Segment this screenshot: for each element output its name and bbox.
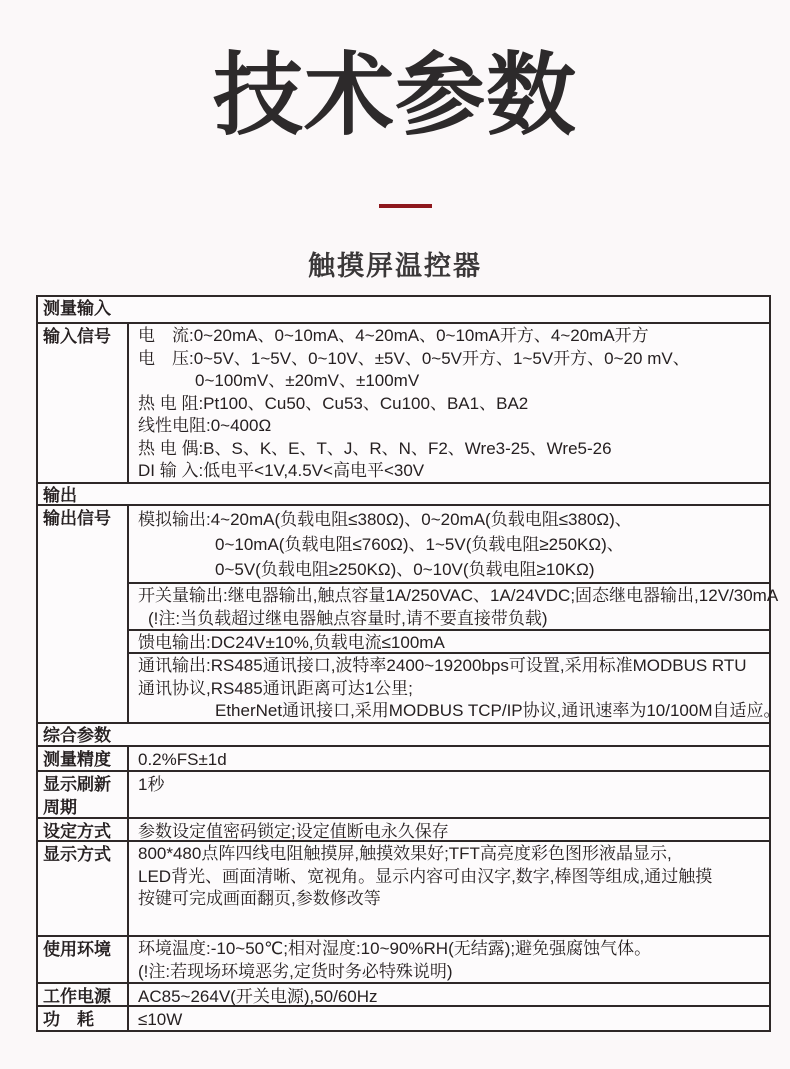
spec-label: 输出信号 — [43, 509, 111, 528]
spec-line: 通讯协议,RS485通讯距离可达1公里; — [138, 678, 413, 698]
subrow-feed-output — [129, 629, 769, 652]
spec-value — [127, 937, 769, 982]
spec-value — [127, 324, 769, 482]
section-header-measure-input — [38, 297, 769, 322]
page-subtitle: 触摸屏温控器 — [308, 251, 482, 281]
spec-value: AC85~264V(开关电源),50/60Hz — [127, 984, 769, 1005]
section-header-label: 测量输入 — [43, 299, 111, 318]
row-display-mode — [38, 840, 769, 935]
row-power-consumption — [38, 1005, 769, 1030]
spec-line: 模拟输出:4~20mA(负载电阻≤380Ω)、0~20mA(负载电阻≤380Ω)、 — [138, 510, 632, 529]
spec-line: LED背光、画面清晰、宽视角。显示内容可由汉字,数字,棒图等组成,通过触摸 — [138, 866, 713, 886]
row-input-signal — [38, 322, 769, 482]
spec-line: 线性电阻:0~400Ω — [138, 416, 272, 435]
spec-table — [36, 295, 781, 1032]
spec-line: 0~100mV、±20mV、±100mV — [195, 371, 420, 390]
spec-value: 参数设定值密码锁定;设定值断电永久保存 — [127, 819, 769, 840]
section-header-label: 输出 — [43, 486, 77, 505]
spec-line: 热 电 阻:Pt100、Cu50、Cu53、Cu100、BA1、BA2 — [138, 393, 529, 413]
spec-line: (!注:若现场环境恶劣,定货时务必特殊说明) — [138, 961, 453, 981]
row-environment — [38, 935, 769, 982]
spec-label: 工作电源 — [43, 987, 111, 1006]
row-refresh-period — [38, 770, 769, 817]
row-output-signal — [38, 504, 781, 722]
spec-line: 热 电 偶:B、S、K、E、T、J、R、N、F2、Wre3-25、Wre5-26 — [138, 438, 612, 458]
spec-label: 设定方式 — [43, 822, 111, 841]
row-accuracy — [38, 745, 769, 770]
spec-line: 0~10mA(负载电阻≤760Ω)、1~5V(负载电阻≥250KΩ)、 — [215, 535, 624, 554]
spec-line: 电 流:0~20mA、0~10mA、4~20mA、0~10mA开方、4~20mA开方 — [138, 326, 649, 345]
row-setting-mode — [38, 817, 769, 840]
spec-line: 0~5V(负载电阻≥250KΩ)、0~10V(负载电阻≥10KΩ) — [215, 560, 595, 579]
subrow-analog-output — [129, 506, 769, 582]
spec-label: 显示刷新周期 — [43, 775, 111, 817]
spec-value — [127, 506, 781, 722]
spec-line: 通讯输出:RS485通讯接口,波特率2400~19200bps可设置,采用标准MODBUS RTU — [138, 656, 747, 675]
spec-line: (!注:当负载超过继电器触点容量时,请不要直接带负载) — [148, 608, 548, 628]
spec-label: 使用环境 — [43, 940, 111, 959]
spec-line: 环境温度:-10~50℃;相对湿度:10~90%RH(无结露);避免强腐蚀气体。 — [138, 939, 652, 958]
section-header-label: 综合参数 — [43, 726, 111, 745]
spec-label: 显示方式 — [43, 845, 111, 864]
spec-line: 按键可完成画面翻页,参数修改等 — [138, 889, 381, 908]
spec-label: 功 耗 — [43, 1010, 94, 1029]
spec-line: DI 输 入:低电平<1V,4.5V<高电平<30V — [138, 461, 425, 480]
spec-value: 0.2%FS±1d — [127, 747, 769, 770]
row-power-supply — [38, 982, 769, 1005]
spec-line: 800*480点阵四线电阻触摸屏,触摸效果好;TFT高亮度彩色图形液晶显示, — [138, 844, 672, 863]
spec-value: 1秒 — [127, 772, 769, 817]
spec-line: 馈电输出:DC24V±10%,负载电流≤100mA — [138, 633, 445, 652]
accent-divider — [379, 204, 432, 208]
spec-line: 电 压:0~5V、1~5V、0~10V、±5V、0~5V开方、1~5V开方、0~20 mV、 — [138, 348, 690, 368]
spec-label: 输入信号 — [43, 327, 111, 346]
page-title: 技术参数 — [213, 46, 577, 146]
subrow-switch-output — [129, 582, 779, 629]
spec-line: EtherNet通讯接口,采用MODBUS TCP/IP协议,通讯速率为10/100M自适应。 — [215, 701, 781, 720]
subrow-comm-output — [129, 652, 781, 722]
section-header-general — [38, 722, 769, 745]
spec-line: 开关量输出:继电器输出,触点容量1A/250VAC、1A/24VDC;固态继电器输出,12V/30mA — [138, 586, 779, 605]
section-header-output — [38, 482, 769, 504]
spec-label: 测量精度 — [43, 750, 111, 769]
spec-value: ≤10W — [127, 1007, 769, 1030]
spec-value — [127, 842, 769, 935]
